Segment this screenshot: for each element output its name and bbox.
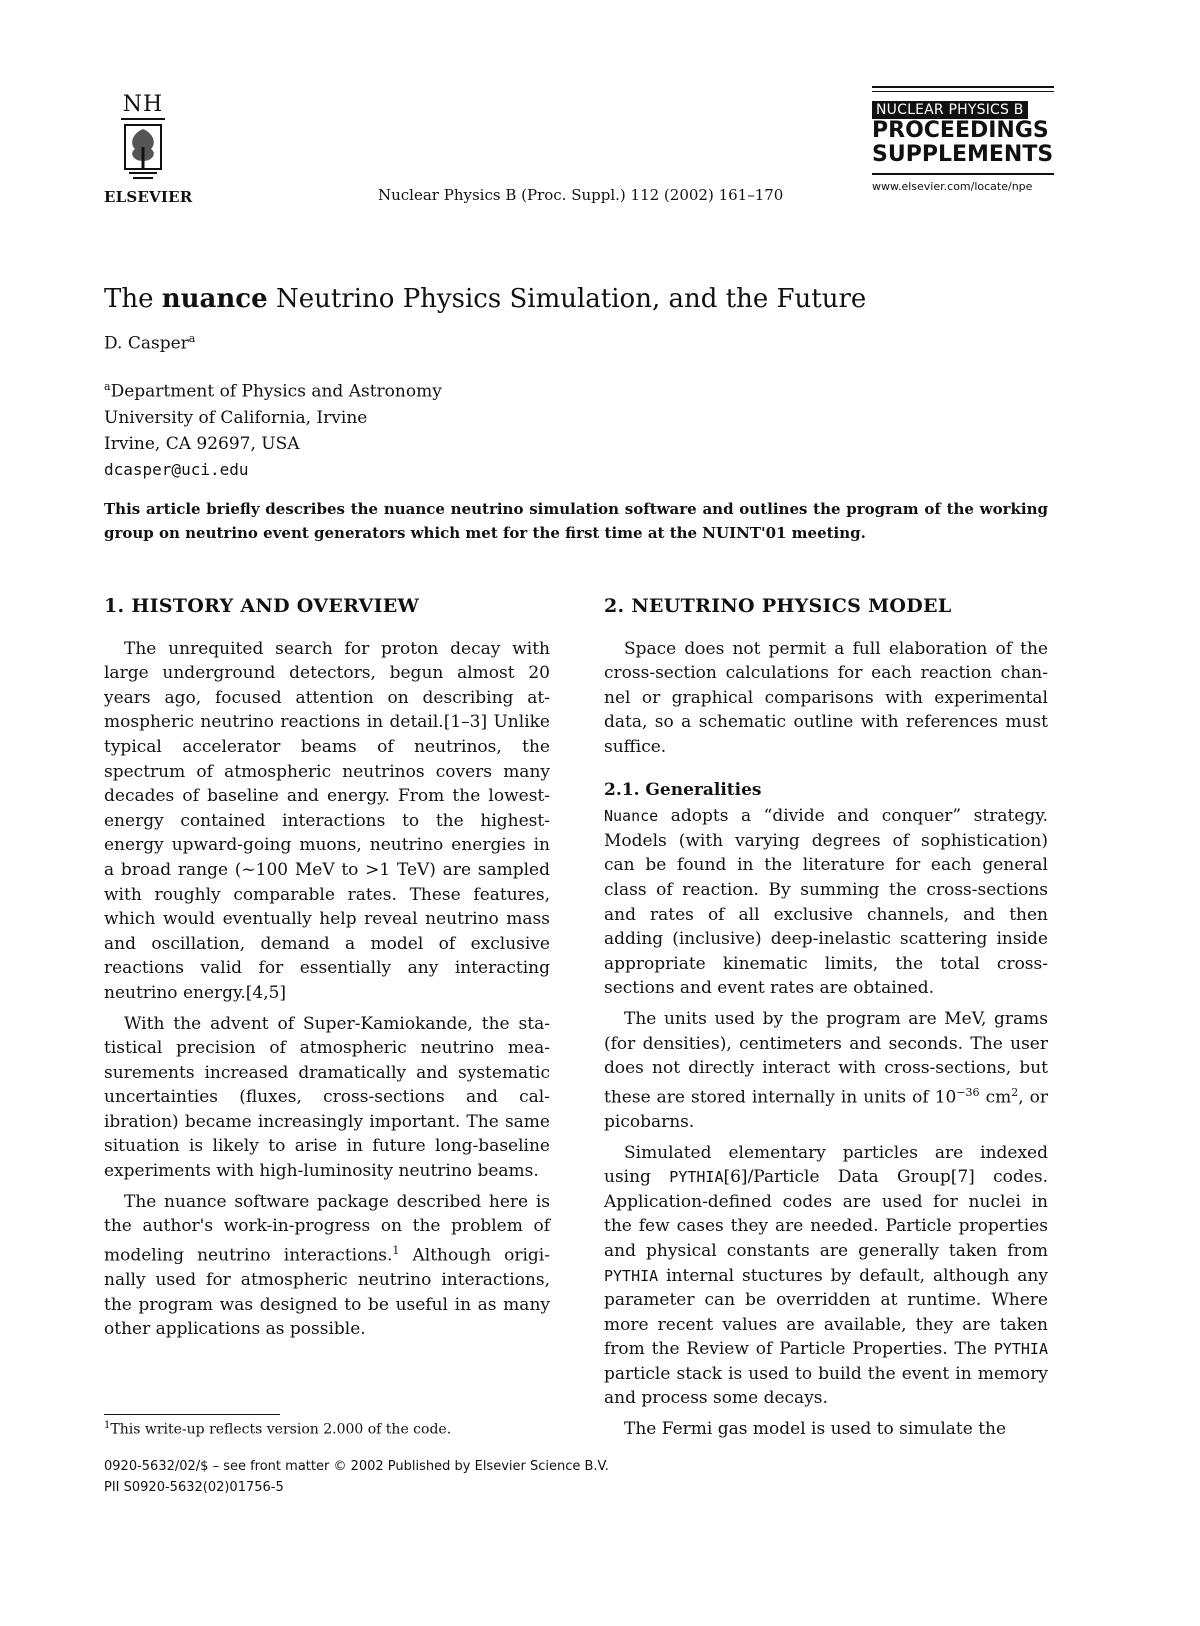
exponent: 2 (1011, 1085, 1019, 1099)
author-email[interactable]: dcasper@uci.edu (104, 459, 249, 479)
paragraph: With the advent of Super-Kamiokande, the statistical precision of atmospheric neutrino measurements increased dramatically and systematic uncertainties (fluxes, cross-sections and calibration) became increasingly important. The same situation is likely to arise in future long-baseline experiments with high-luminosity neutrino beams. (104, 1013, 550, 1182)
page-footer (104, 1456, 609, 1498)
paragraph: The unrequited search for proton decay with large underground detectors, begun almost 20 years ago, focused attention on describing atmospheric neutrino reactions in detail.[1–3] Unlike typical accelerator beams of neutrinos, the spectrum of atmospheric neutrinos covers many decades of baseline and energy. From the lowest-energy contained interactions to the highest-energy upward-going muons, neutrino energies in a broad range (~100 MeV to >1 TeV) are sampled with roughly comparable rates. These features, which would eventually help reveal neutrino mass and oscillation, demand a model of exclusive reactions valid for essentially any interacting neutrino energy.[4,5] (104, 638, 550, 1003)
paragraph: Space does not permit a full elaboration of the cross-section calculations for each reaction channel or graphical comparisons with experimental data, so a schematic outline with references must suffice. (604, 638, 1048, 757)
title-prefix: The (104, 284, 162, 314)
journal-citation: Nuclear Physics B (Proc. Suppl.) 112 (2002) 161–170 (378, 186, 784, 204)
masthead-rule (872, 173, 1054, 175)
journal-series: NUCLEAR PHYSICS B (872, 101, 1028, 119)
footnote (104, 1420, 451, 1438)
footnote-text: This write-up reflects version 2.000 of the code. (110, 1421, 452, 1438)
subsection-heading: 2.1. Generalities (604, 779, 762, 800)
masthead-rule (872, 91, 1054, 92)
right-column (604, 594, 1048, 1448)
title-emph: nuance (161, 284, 268, 314)
footnote-mark[interactable]: 1 (392, 1243, 400, 1257)
paragraph (604, 1007, 1048, 1135)
paragraph (604, 1141, 1048, 1412)
elsevier-tree-icon (115, 117, 171, 181)
paragraph-text: internal stuctures by default, although any parameter can be overridden at runtime. Where more recent values are available, they are taken from the Review of Particle Properties. The (604, 1265, 1048, 1360)
author-name: D. Casper (104, 333, 189, 354)
journal-masthead (872, 86, 1054, 193)
affil-line2: University of California, Irvine (104, 407, 368, 428)
paragraph-text: cm (979, 1087, 1012, 1108)
paragraph-text: particle stack is used to build the event in memory and process some decays. (604, 1363, 1048, 1409)
masthead-rule (872, 86, 1054, 88)
left-column (104, 594, 550, 1348)
paragraph-text: The nuance software package described here is the author's work-in-progress on the problem of modeling neutrino interactions. (104, 1191, 550, 1266)
code-term: PYTHIA (993, 1340, 1048, 1359)
copyright-line: 0920-5632/02/$ – see front matter © 2002 Published by Elsevier Science B.V. (104, 1459, 609, 1474)
code-term: Nuance (604, 807, 659, 826)
publisher-name: ELSEVIER (104, 188, 193, 206)
paragraph-text: Although originally used for atmospheric neutrino interactions, the program was designed to be useful in as many other applications as possible. (104, 1245, 550, 1340)
author (104, 332, 195, 354)
paragraph (104, 1190, 550, 1342)
exponent: −36 (956, 1085, 980, 1099)
title-suffix: Neutrino Physics Simulation, and the Future (267, 284, 867, 314)
journal-title-line1: PROCEEDINGS (872, 118, 1049, 143)
paragraph-text: adopts a “divide and conquer” strategy. Models (with varying degrees of sophistication) can be found in the literature for each general class of reaction. By summing the cross-sections and rates of all exclusive channels, and then adding (inclusive) deep-inelastic scattering inside appropriate kinematic limits, the total cross-sections and event rates are obtained. (604, 806, 1048, 999)
affil-line3: Irvine, CA 92697, USA (104, 433, 300, 454)
paragraph-text: , or picobarns. (604, 1087, 1049, 1132)
affiliation (104, 374, 442, 483)
journal-url: www.elsevier.com/locate/npe (872, 180, 1033, 193)
author-mark: a (188, 332, 196, 345)
journal-title-line2: SUPPLEMENTS (872, 142, 1054, 167)
code-term: PYTHIA (669, 1168, 724, 1187)
publisher-logo-text: NH (122, 92, 164, 117)
paragraph (604, 804, 1048, 1001)
pii-line: PII S0920-5632(02)01756-5 (104, 1480, 284, 1495)
code-term: PYTHIA (604, 1266, 659, 1285)
paragraph-text: [6]/Particle Data Group[7] codes. Application-defined codes are used for nuclei in the few cases they are needed. Particle properties and physical constants are generally taken from (604, 1167, 1048, 1261)
affil-line1 (104, 374, 442, 405)
affil-mark: a (104, 380, 111, 393)
footnote-number: 1 (104, 1420, 111, 1431)
section-heading: 2. NEUTRINO PHYSICS MODEL (604, 595, 952, 617)
paragraph: The Fermi gas model is used to simulate the (624, 1419, 1007, 1440)
section-heading: 1. HISTORY AND OVERVIEW (104, 595, 420, 617)
publisher-logo (108, 92, 178, 181)
article-title (104, 284, 866, 314)
footnote-rule (104, 1414, 280, 1415)
paragraph-text: The units used by the program are MeV, grams (for densities), centimeters and seconds. The user does not directly interact with cross-sections, but these are stored internally in units of 10 (604, 1008, 1048, 1108)
abstract: This article briefly describes the nuance neutrino simulation software and outlines the program of the working group on neutrino event generators which met for the first time at the NUINT'01 meeting. (104, 500, 1048, 542)
affil-line1-text: Department of Physics and Astronomy (110, 381, 442, 402)
paragraph-text: Simulated elementary particles are indexed using (604, 1142, 1048, 1188)
